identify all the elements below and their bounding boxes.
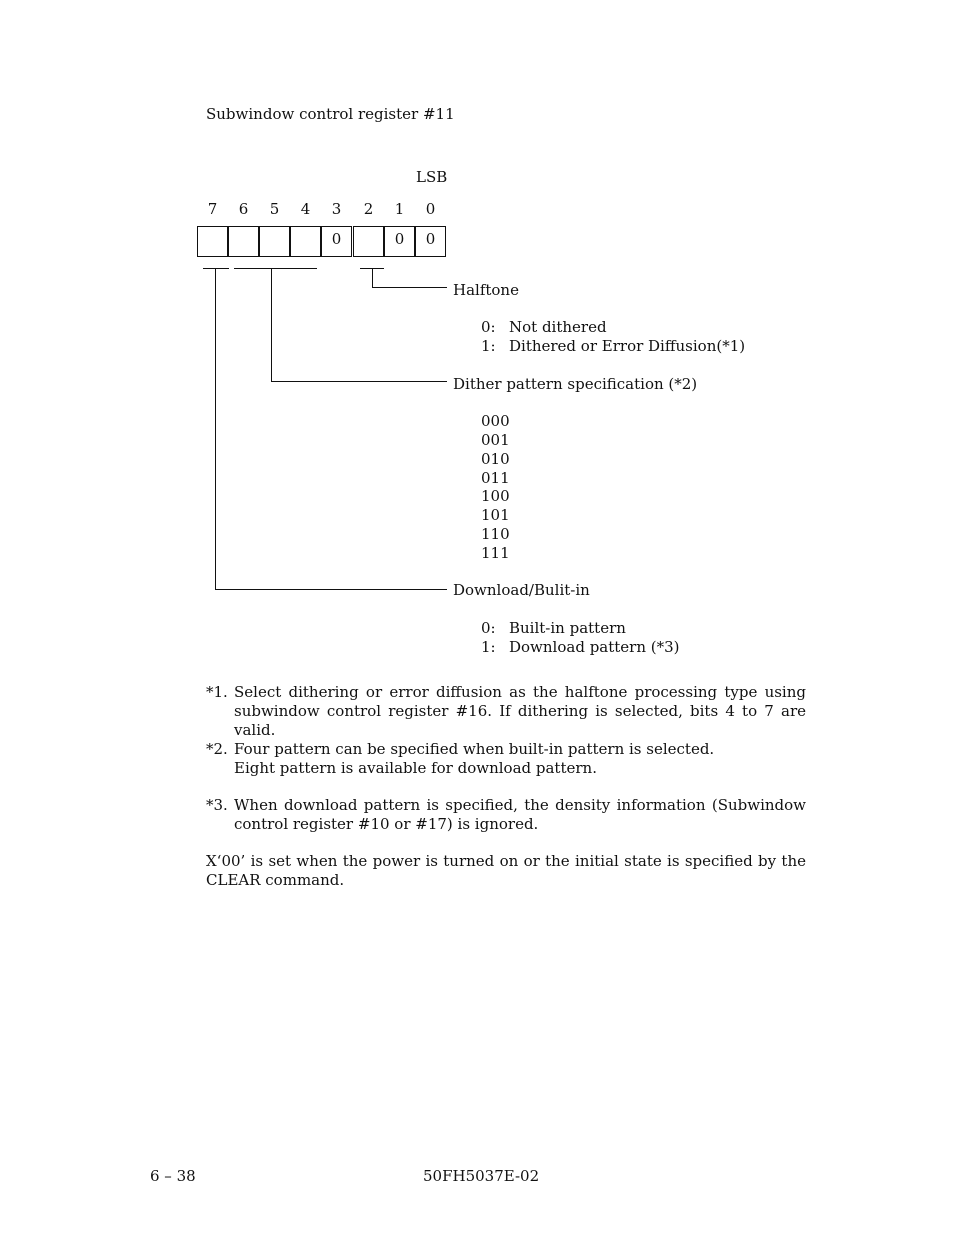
download-connector-vertical bbox=[215, 268, 216, 589]
bit7-bracket bbox=[203, 268, 229, 269]
bit-number-7: 7 bbox=[207, 200, 218, 218]
option-text: Not dithered bbox=[509, 318, 607, 336]
bit-number-1: 1 bbox=[394, 200, 405, 218]
dither-code: 101 bbox=[481, 506, 510, 524]
note-mark: *2. bbox=[206, 740, 228, 758]
dither-connector-horizontal bbox=[271, 381, 447, 382]
halftone-option-1 bbox=[481, 337, 745, 356]
bit-cell-3: 0 bbox=[321, 226, 352, 257]
option-code: 1: bbox=[481, 337, 496, 355]
dither-code: 001 bbox=[481, 431, 510, 449]
option-code: 0: bbox=[481, 619, 496, 637]
bit-number-3: 3 bbox=[331, 200, 342, 218]
dither-code: 011 bbox=[481, 469, 510, 487]
bit-cell-5 bbox=[259, 226, 290, 257]
option-code: 0: bbox=[481, 318, 496, 336]
download-option-0 bbox=[481, 619, 626, 638]
download-option-1 bbox=[481, 638, 680, 657]
halftone-option-0 bbox=[481, 318, 607, 337]
dither-code: 010 bbox=[481, 450, 510, 468]
dither-code: 100 bbox=[481, 487, 510, 505]
bit-cell-7 bbox=[197, 226, 228, 257]
note-2 bbox=[206, 740, 806, 778]
option-text: Built-in pattern bbox=[509, 619, 626, 637]
bit-number-6: 6 bbox=[238, 200, 249, 218]
dither-code: 000 bbox=[481, 412, 510, 430]
halftone-label: Halftone bbox=[453, 281, 519, 299]
note-text: When download pattern is specified, the density information (Subwindow control register #10 or #17) is ignored. bbox=[234, 796, 806, 833]
initial-state-paragraph: X‘00’ is set when the power is turned on or the initial state is specified by the CLEAR command. bbox=[206, 852, 806, 889]
download-connector-horizontal bbox=[215, 589, 447, 590]
dither-code: 111 bbox=[481, 544, 510, 562]
page-number: 6 – 38 bbox=[150, 1167, 196, 1185]
note-text: Select dithering or error diffusion as the halftone processing type using subwindow control register #16. If dithering is selected, bits 4 to 7 are valid. bbox=[234, 683, 806, 739]
bit-cell-1: 0 bbox=[384, 226, 415, 257]
note-mark: *1. bbox=[206, 683, 228, 701]
bit-cell-6 bbox=[228, 226, 259, 257]
note-1 bbox=[206, 683, 806, 740]
halftone-connector-horizontal bbox=[372, 287, 447, 288]
bit-cell-0: 0 bbox=[415, 226, 446, 257]
bit-number-5: 5 bbox=[269, 200, 280, 218]
option-text: Download pattern (*3) bbox=[509, 638, 680, 656]
halftone-connector-vertical bbox=[372, 268, 373, 288]
document-id: 50FH5037E-02 bbox=[423, 1167, 540, 1185]
dither-label: Dither pattern specification (*2) bbox=[453, 375, 698, 393]
lsb-label: LSB bbox=[416, 168, 448, 186]
note-mark: *3. bbox=[206, 796, 228, 814]
bit-number-4: 4 bbox=[300, 200, 311, 218]
note-3 bbox=[206, 796, 806, 834]
bit-number-0: 0 bbox=[425, 200, 436, 218]
bit-cell-2 bbox=[353, 226, 384, 257]
note-text-line-2: Eight pattern is available for download pattern. bbox=[234, 759, 597, 777]
option-text: Dithered or Error Diffusion(*1) bbox=[509, 337, 746, 355]
option-code: 1: bbox=[481, 638, 496, 656]
bit-cell-4 bbox=[290, 226, 321, 257]
register-title: Subwindow control register #11 bbox=[206, 105, 455, 123]
download-label: Download/Bulit-in bbox=[453, 581, 590, 599]
dither-bracket bbox=[234, 268, 317, 269]
dither-code: 110 bbox=[481, 525, 510, 543]
note-text-line-1: Four pattern can be specified when built-in pattern is selected. bbox=[234, 740, 715, 758]
bit-number-2: 2 bbox=[363, 200, 374, 218]
dither-connector-vertical bbox=[271, 268, 272, 382]
